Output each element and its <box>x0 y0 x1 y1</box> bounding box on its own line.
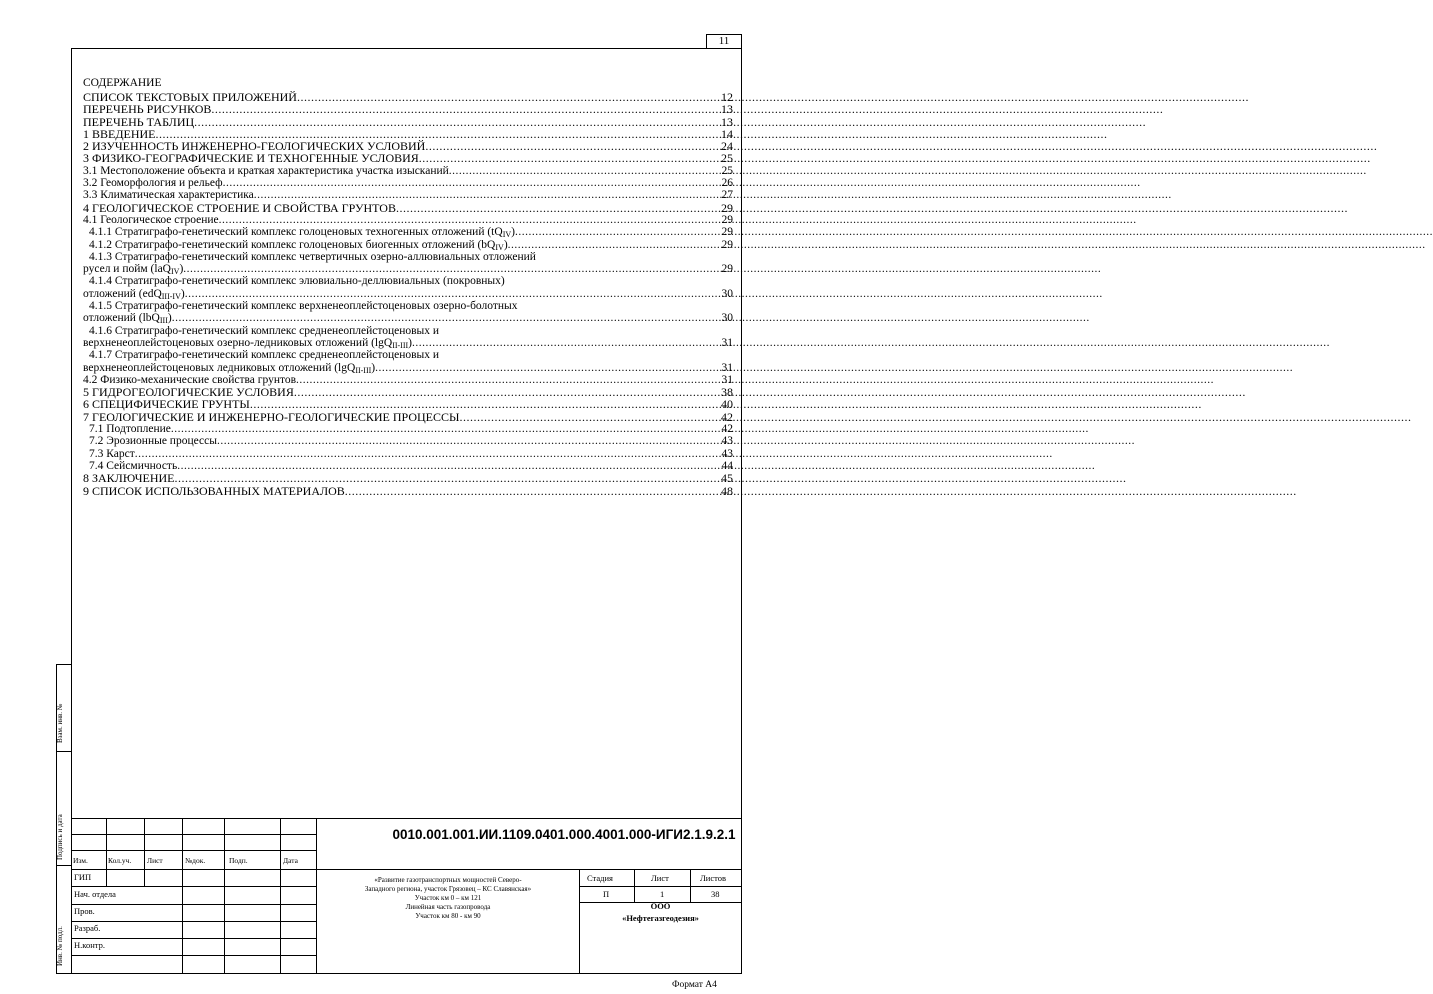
toc-leader-dots <box>508 239 721 251</box>
toc-entry-title: 2 ИЗУЧЕННОСТЬ ИНЖЕНЕРНО-ГЕОЛОГИЧЕСКИХ УСЛОВИЙ <box>83 139 426 154</box>
toc-entry-title: 4.1 Геологическое строение <box>83 213 219 226</box>
toc-entry-title: 7.3 Карст <box>89 447 135 460</box>
toc-entry-title: 7.2 Эрозионные процессы <box>89 435 217 448</box>
toc-page-number: 30 <box>721 312 733 325</box>
project-line: Участок км 80 - км 90 <box>415 912 481 920</box>
toc-leader-dots <box>211 103 720 115</box>
toc-list <box>83 91 733 497</box>
title-block <box>71 818 742 974</box>
toc-page-number: 38 <box>721 385 733 400</box>
toc-page-number: 42 <box>721 423 733 436</box>
toc-page-number: 42 <box>721 409 733 424</box>
toc-entry-title: 4 ГЕОЛОГИЧЕСКОЕ СТРОЕНИЕ И СВОЙСТВА ГРУНТОВ <box>83 200 396 215</box>
toc-leader-dots <box>449 165 721 177</box>
title-block-col-header: Подп. <box>229 856 248 865</box>
document-code: 0010.001.001.ИИ.1109.0401.000.4001.000-ИГИ2.1.9.2.1 <box>392 827 736 842</box>
toc-page-number: 25 <box>721 151 733 166</box>
toc-leader-dots <box>219 214 721 226</box>
toc-entry[interactable] <box>83 448 733 460</box>
toc-leader-dots <box>345 485 720 497</box>
toc-entry[interactable] <box>83 312 733 324</box>
stage-label: Стадия <box>587 873 613 883</box>
toc-entry-title: 3.2 Геоморфология и рельеф <box>83 177 223 190</box>
toc-page-number: 24 <box>721 139 733 154</box>
toc-page-number: 27 <box>721 189 733 202</box>
organization-line: ООО <box>650 901 671 911</box>
toc-entry-title: 7.4 Сейсмичность <box>89 459 178 472</box>
toc-entry-title: отложений (lbQ$_{III}$) <box>83 312 172 326</box>
toc-entry[interactable] <box>83 423 733 435</box>
toc-entry-title: верхненеоплейстоценовых озерно-ледниковых отложений (lgQ$_{II-III}$) <box>83 336 413 350</box>
toc-entry-title: русел и пойм (laQ$_{IV}$) <box>83 263 184 277</box>
toc-page-number: 45 <box>721 471 733 486</box>
toc-leader-dots <box>375 362 720 374</box>
organization <box>579 900 742 924</box>
toc-entry-title: 9 СПИСОК ИСПОЛЬЗОВАННЫХ МАТЕРИАЛОВ <box>83 483 345 498</box>
toc-entry-title: 7 ГЕОЛОГИЧЕСКИЕ И ИНЖЕНЕРНО-ГЕОЛОГИЧЕСКИЕ ПРОЦЕССЫ <box>83 409 460 424</box>
toc-title: СОДЕРЖАНИЕ <box>83 77 162 89</box>
project-line: Линейная часть газопровода <box>405 903 491 911</box>
toc-entry-title: 4.1.1 Стратиграфо-генетический комплекс голоценовых техногенных отложений $(tQ_{IV})$ <box>89 226 515 240</box>
toc-entry-line: 4.1.3 Стратиграфо-генетический комплекс четвертичных озерно-аллювиальных отложений <box>89 250 536 263</box>
toc-page-number: 26 <box>721 177 733 190</box>
toc-leader-dots <box>172 312 721 324</box>
toc-page-number: 14 <box>721 126 733 141</box>
toc-page-number: 29 <box>721 213 733 226</box>
toc-page-number: 29 <box>721 200 733 215</box>
format-label: Формат А4 <box>672 980 717 990</box>
toc-entry-title: 6 СПЕЦИФИЧЕСКИЕ ГРУНТЫ <box>83 397 250 412</box>
toc-entry[interactable] <box>83 226 733 238</box>
side-label-vzam: Взам. инв. № <box>56 703 64 743</box>
toc-entry-line: 4.1.7 Стратиграфо-генетический комплекс средненеоплейстоценовых и <box>89 349 440 362</box>
toc-leader-dots <box>459 411 720 423</box>
toc-entry[interactable] <box>83 263 733 275</box>
toc-leader-dots <box>135 448 721 460</box>
toc-entry[interactable] <box>83 435 733 447</box>
toc-entry[interactable] <box>83 202 733 214</box>
toc-entry[interactable] <box>83 152 733 164</box>
toc-entry-title: СПИСОК ТЕКСТОВЫХ ПРИЛОЖЕНИЙ <box>83 90 297 104</box>
toc-entry-line: 4.1.5 Стратиграфо-генетический комплекс верхненеоплейстоценовых озерно-болотных <box>89 300 518 313</box>
toc-leader-dots <box>217 435 721 447</box>
title-block-role: Н.контр. <box>74 940 105 950</box>
toc-entry-title: 8 ЗАКЛЮЧЕНИЕ <box>83 471 175 486</box>
title-block-col-header: Лист <box>147 856 163 865</box>
organization-line: «Нефтегазгеодезия» <box>622 913 699 923</box>
toc-page-number: 31 <box>721 336 733 349</box>
project-line: Западного региона, участок Грязовец – КС Славянская» <box>364 885 532 893</box>
sheet-label: Лист <box>651 873 669 883</box>
table-of-contents <box>83 76 733 497</box>
toc-entry-title: 7.1 Подтопление <box>89 423 171 436</box>
sheet-number: 11 <box>706 34 742 49</box>
toc-page-number: 43 <box>721 435 733 448</box>
toc-entry[interactable] <box>83 177 733 189</box>
side-label-podpis: Подпись и дата <box>56 814 64 860</box>
toc-entry-title: верхненеоплейстоценовых ледниковых отложений (lgQ$_{II-III}$) <box>83 361 376 375</box>
sheet-value: 1 <box>660 889 665 899</box>
sheets-label: Листов <box>700 873 726 883</box>
project-line: «Развитие газотранспортных мощностей Северо- <box>374 876 522 884</box>
toc-entry[interactable] <box>83 337 733 349</box>
title-block-col-header: Дата <box>283 856 298 865</box>
toc-page-number: 12 <box>721 90 733 104</box>
toc-entry-title: 5 ГИДРОГЕОЛОГИЧЕСКИЕ УСЛОВИЯ <box>83 385 294 400</box>
title-block-col-header: Кол.уч. <box>108 856 132 865</box>
toc-entry[interactable] <box>83 485 733 497</box>
project-description <box>317 876 579 921</box>
title-block-col-header: №док. <box>185 856 206 865</box>
toc-page-number: 30 <box>721 287 733 300</box>
toc-entry[interactable] <box>83 288 733 300</box>
title-block-role: Пров. <box>74 906 95 916</box>
toc-page-number: 29 <box>721 238 733 251</box>
toc-leader-dots <box>396 202 720 214</box>
stage-value: П <box>603 889 610 899</box>
toc-entry-title: ПЕРЕЧЕНЬ ТАБЛИЦ <box>83 114 195 129</box>
toc-entry[interactable] <box>83 214 733 226</box>
side-cell-podpis <box>57 752 71 866</box>
toc-page-number: 25 <box>721 164 733 177</box>
toc-entry-title: ПЕРЕЧЕНЬ РИСУНКОВ <box>83 102 212 117</box>
toc-entry-title: 4.2 Физико-механические свойства грунтов <box>83 373 297 386</box>
toc-page-number: 31 <box>721 361 733 374</box>
toc-entry-title: 4.1.2 Стратиграфо-генетический комплекс голоценовых биогенных отложений $(bQ_{IV})$ <box>89 238 508 252</box>
title-block-role: ГИП <box>74 872 92 882</box>
title-block-role: Разраб. <box>74 923 101 933</box>
toc-page-number: 13 <box>721 114 733 129</box>
toc-leader-dots <box>419 152 720 164</box>
toc-page-number: 44 <box>721 459 733 472</box>
toc-entry-title: 3.3 Климатическая характеристика <box>83 189 254 202</box>
toc-entry-line: 4.1.6 Стратиграфо-генетический комплекс средненеоплейстоценовых и <box>89 324 440 337</box>
toc-leader-dots <box>223 177 721 189</box>
toc-page-number: 13 <box>721 102 733 117</box>
sheets-value: 38 <box>711 889 720 899</box>
project-line: Участок км 0 – км 121 <box>414 894 482 902</box>
toc-leader-dots <box>171 423 721 435</box>
toc-entry[interactable] <box>83 165 733 177</box>
toc-entry-title: 3.1 Местоположение объекта и краткая характеристика участка изысканий <box>83 164 449 177</box>
toc-page-number: 48 <box>721 483 733 498</box>
toc-entry-title: 3 ФИЗИКО-ГЕОГРАФИЧЕСКИЕ И ТЕХНОГЕННЫЕ УСЛОВИЯ <box>83 151 419 166</box>
side-cell-inv <box>57 866 71 973</box>
title-block-col-header: Изм. <box>73 856 88 865</box>
toc-leader-dots <box>185 288 721 300</box>
title-block-role: Нач. отдела <box>74 889 116 899</box>
side-label-inv: Инв. № подл. <box>56 926 64 966</box>
toc-leader-dots <box>515 226 721 238</box>
toc-page-number: 43 <box>721 447 733 460</box>
toc-entry-line: 4.1.4 Стратиграфо-генетический комплекс элювиально-деллювиальных (покровных) <box>89 275 505 288</box>
toc-entry-title: 1 ВВЕДЕНИЕ <box>83 126 156 141</box>
toc-entry[interactable] <box>83 411 733 423</box>
toc-entry[interactable] <box>83 239 733 251</box>
side-stamp <box>56 664 72 974</box>
toc-entry[interactable] <box>83 362 733 374</box>
toc-entry-title: отложений (edQ$_{III-IV}$) <box>83 287 185 301</box>
toc-page-number: 29 <box>721 263 733 276</box>
toc-leader-dots <box>183 263 720 275</box>
toc-leader-dots <box>412 337 720 349</box>
toc-page-number: 40 <box>721 397 733 412</box>
toc-page-number: 31 <box>721 373 733 386</box>
toc-page-number: 29 <box>721 226 733 239</box>
side-cell-vzam <box>57 665 71 752</box>
